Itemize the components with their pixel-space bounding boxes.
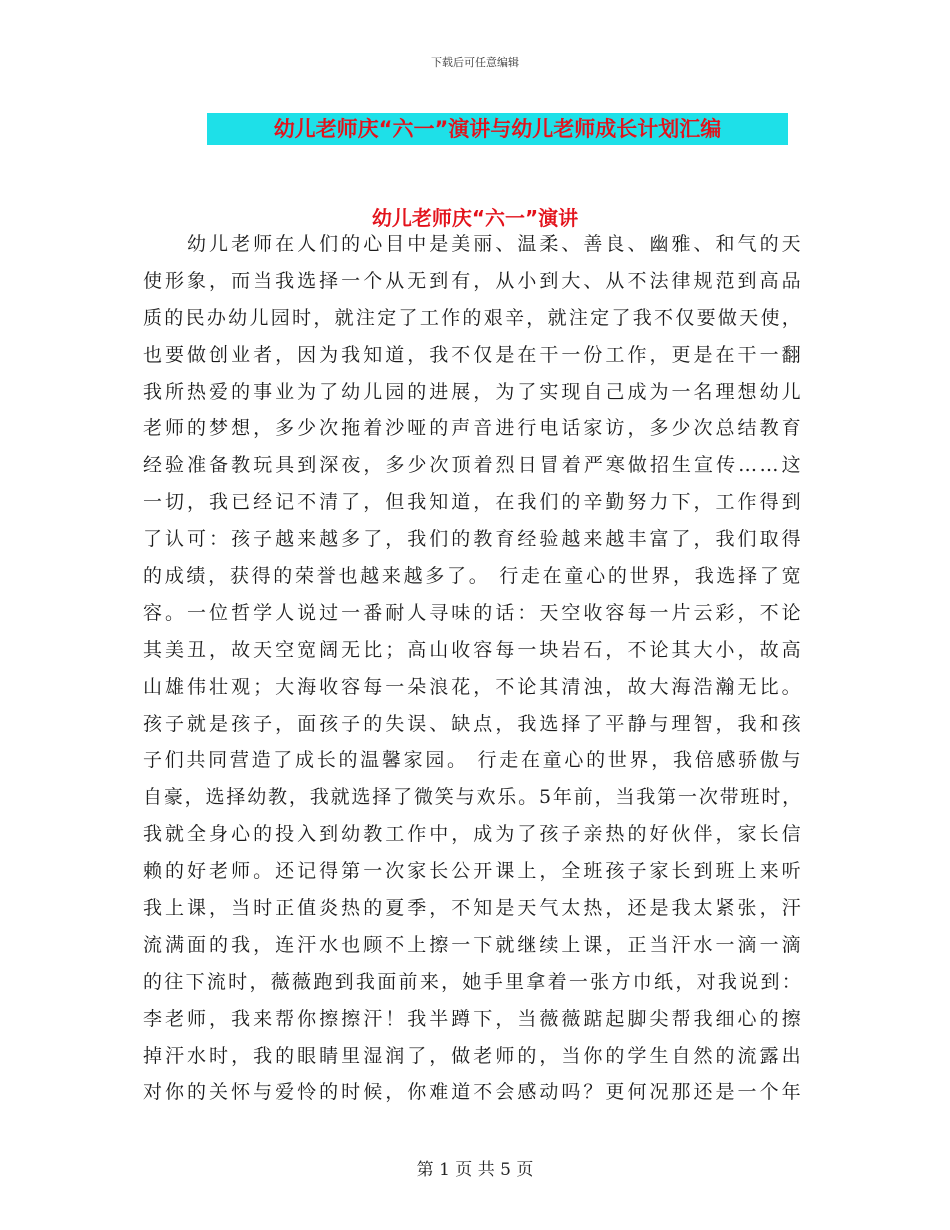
- text-line: 赖的好老师。还记得第一次家长公开课上，全班孩子家长到班上来听: [143, 860, 803, 883]
- text-line: 山雄伟壮观；大海收容每一朵浪花，不论其清浊，故大海浩瀚无比。: [143, 675, 803, 698]
- text-line: 使形象，而当我选择一个从无到有，从小到大、从不法律规范到高品: [143, 269, 803, 292]
- page-footer: 第 1 页 共 5 页: [416, 1160, 534, 1180]
- text-line: 容。一位哲学人说过一番耐人寻味的话：天空收容每一片云彩，不论: [143, 601, 803, 624]
- text-line: 子们共同营造了成长的温馨家园。 行走在童心的世界，我倍感骄傲与: [143, 749, 803, 772]
- section-title: 幼儿老师庆“六一”演讲: [371, 206, 579, 230]
- text-line: 经验准备教玩具到深夜，多少次顶着烈日冒着严寒做招生宣传……这: [143, 454, 803, 477]
- body-text: [143, 226, 803, 1111]
- text-line: 我上课，当时正值炎热的夏季，不知是天气太热，还是我太紧张，汗: [143, 897, 803, 920]
- text-line: 幼儿老师在人们的心目中是美丽、温柔、善良、幽雅、和气的天: [143, 233, 803, 255]
- text-line: 我所热爱的事业为了幼儿园的进展，为了实现自己成为一名理想幼儿: [143, 380, 803, 403]
- text-line: 的往下流时，薇薇跑到我面前来，她手里拿着一张方巾纸，对我说到：: [143, 970, 803, 993]
- text-line: 质的民办幼儿园时，就注定了工作的艰辛，就注定了我不仅要做天使，: [143, 306, 803, 329]
- text-line: 流满面的我，连汗水也顾不上擦一下就继续上课，正当汗水一滴一滴: [143, 933, 803, 956]
- text-line: 对你的关怀与爱怜的时候，你难道不会感动吗？更何况那还是一个年: [143, 1081, 803, 1104]
- text-line: 自豪，选择幼教，我就选择了微笑与欢乐。5年前，当我第一次带班时，: [143, 786, 803, 809]
- text-line: 了认可：孩子越来越多了，我们的教育经验越来越丰富了，我们取得: [143, 528, 803, 551]
- text-line: 孩子就是孩子，面孩子的失误、缺点，我选择了平静与理智，我和孩: [143, 712, 803, 735]
- text-line: 李老师，我来帮你擦擦汗！我半蹲下，当薇薇踮起脚尖帮我细心的擦: [143, 1007, 803, 1030]
- text-line: 掉汗水时，我的眼睛里湿润了，做老师的，当你的学生自然的流露出: [143, 1044, 803, 1067]
- header-note: 下载后可任意编辑: [431, 56, 519, 69]
- document-title-highlight: [207, 113, 788, 145]
- text-line: 也要做创业者，因为我知道，我不仅是在干一份工作，更是在干一翻: [143, 343, 803, 366]
- text-line: 其美丑，故天空宽阔无比；高山收容每一块岩石，不论其大小，故高: [143, 638, 803, 661]
- text-line: 的成绩，获得的荣誉也越来越多了。 行走在童心的世界，我选择了宽: [143, 565, 803, 588]
- document-title: 幼儿老师庆“六一”演讲与幼儿老师成长计划汇编: [273, 117, 722, 141]
- text-line: 老师的梦想，多少次拖着沙哑的声音进行电话家访，多少次总结教育: [143, 417, 803, 440]
- text-line: 一切，我已经记不清了，但我知道，在我们的辛勤努力下，工作得到: [143, 491, 803, 514]
- text-line: 我就全身心的投入到幼教工作中，成为了孩子亲热的好伙伴，家长信: [143, 823, 803, 846]
